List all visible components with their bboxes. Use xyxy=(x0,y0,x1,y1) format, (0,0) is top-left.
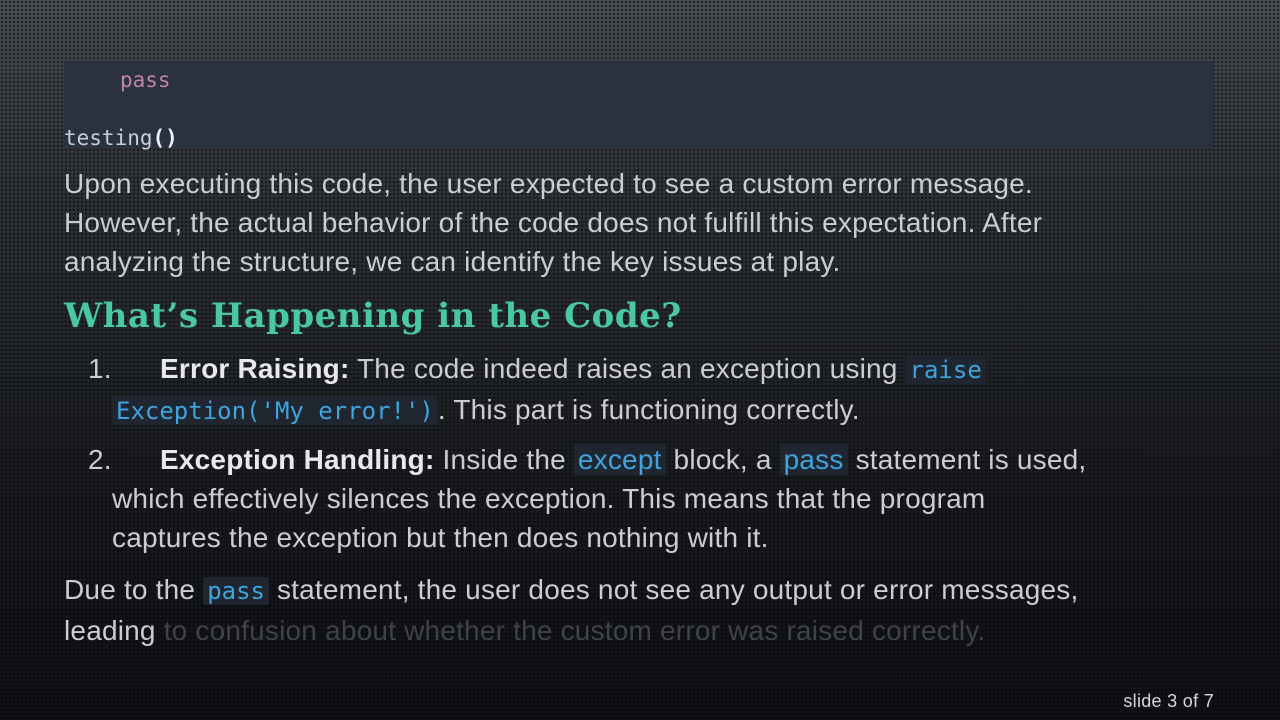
slide-number: slide 3 of 7 xyxy=(1123,691,1214,711)
code-block xyxy=(64,61,1213,149)
list-item-1-line-2 xyxy=(112,390,986,431)
list-item-2-line-1 xyxy=(112,440,1086,479)
closing-line-2-faded: to confusion about whether the custom error was raised correctly. xyxy=(163,615,986,646)
list-number-2: 2. xyxy=(88,444,112,475)
list-item-2-seg-1: Inside the xyxy=(434,444,574,475)
intro-line-1: Upon executing this code, the user expected to see a custom error message. xyxy=(64,168,1033,199)
intro-line-2: However, the actual behavior of the code does not fulfill this expectation. After xyxy=(64,207,1043,238)
inline-code-pass-2: pass xyxy=(203,577,269,605)
inline-code-except: except xyxy=(574,444,666,475)
list-item-2-line-3: captures the exception but then does nothing with it. xyxy=(112,522,769,553)
inline-code-raise: raise xyxy=(906,356,986,384)
code-line-blank xyxy=(64,95,1213,124)
list-item-1-line-2-text: . This part is functioning correctly. xyxy=(437,394,860,425)
section-heading: What’s Happening in the Code? xyxy=(64,296,682,336)
code-parentheses: () xyxy=(152,126,178,150)
intro-line-3: analyzing the structure, we can identify the key issues at play. xyxy=(64,246,841,277)
list-item-1-text: The code indeed raises an exception using xyxy=(349,353,906,384)
inline-code-pass: pass xyxy=(780,444,848,475)
code-keyword-pass: pass xyxy=(120,68,171,92)
closing-line-2 xyxy=(64,611,1078,650)
inline-code-exception: Exception('My error!') xyxy=(112,397,438,425)
list-item-2-line-2: which effectively silences the exception. This means that the program xyxy=(112,483,986,514)
closing-seg-2: statement, the user does not see any output or error messages, xyxy=(268,574,1079,605)
closing-paragraph xyxy=(64,570,1078,650)
list-item-1-label: Error Raising: xyxy=(160,353,350,384)
code-function-name: testing xyxy=(64,126,153,150)
code-line-testing xyxy=(64,124,1213,153)
list-item-2-label: Exception Handling: xyxy=(160,444,435,475)
list-number-1: 1. xyxy=(88,353,112,384)
code-line-pass xyxy=(64,66,1213,95)
list-item-1-line-1 xyxy=(112,349,986,390)
list-item-2 xyxy=(88,440,1087,557)
list-item-2-seg-3: statement is used, xyxy=(847,444,1087,475)
list-item-2-seg-2: block, a xyxy=(665,444,780,475)
closing-seg-1: Due to the xyxy=(64,574,204,605)
list-item-1 xyxy=(88,349,986,431)
intro-paragraph xyxy=(64,164,1042,281)
closing-line-2-bright: leading xyxy=(64,615,164,646)
closing-line-1 xyxy=(64,570,1078,611)
